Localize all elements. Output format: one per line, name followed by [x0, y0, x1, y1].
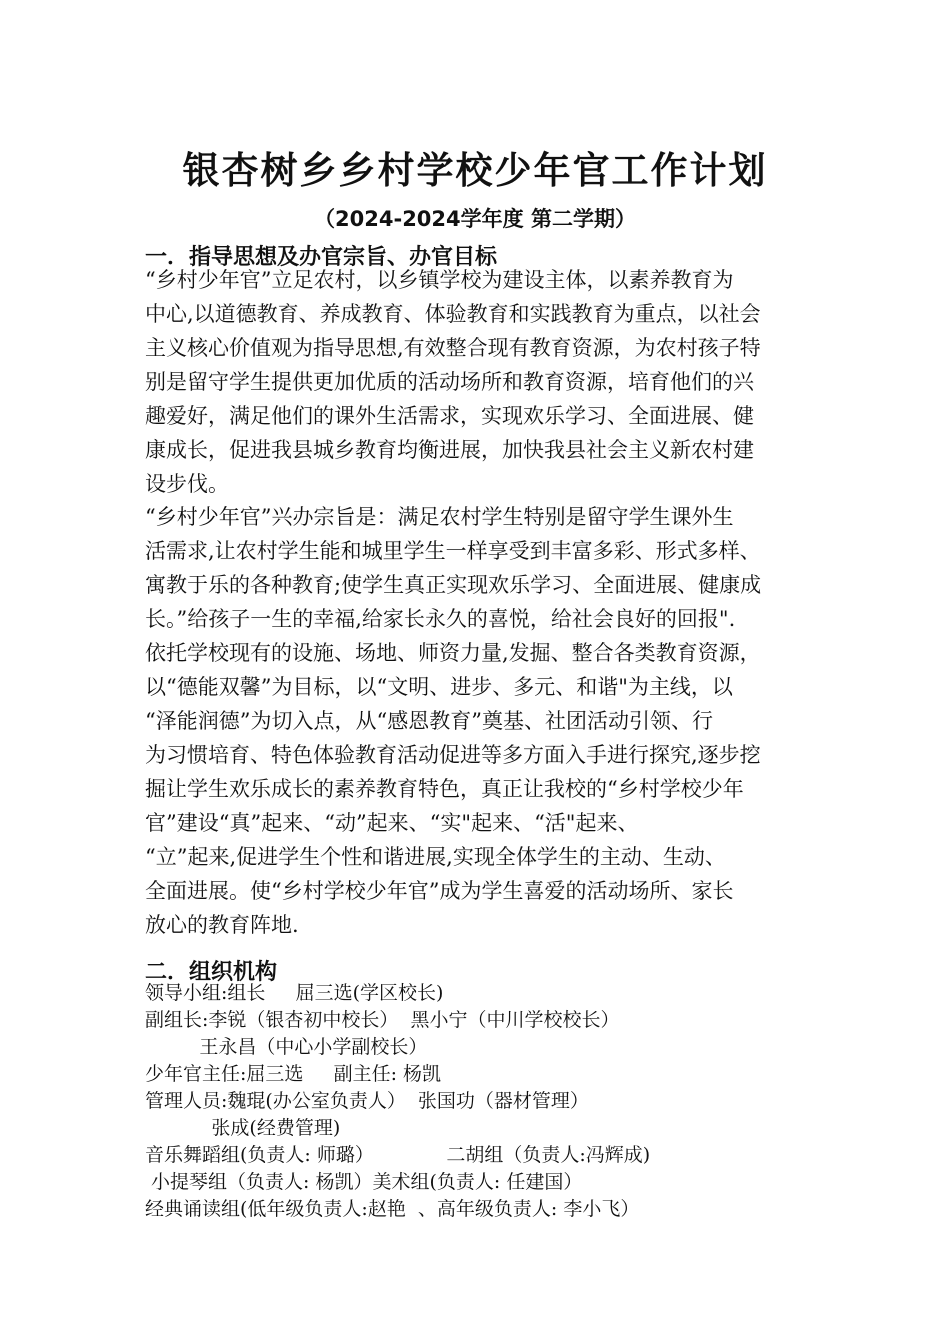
section1-paragraph-1	[145, 263, 810, 501]
text-line: 寓教于乐的各种教育;使学生真正实现欢乐学习、全面进展、健康成	[145, 573, 762, 597]
text-line: 全面进展。使“乡村学校少年官”成为学生喜爱的活动场所、家长	[145, 879, 734, 903]
org-line: 领导小组:组长 屈三选(学区校长)	[145, 982, 444, 1004]
text-line: 趣爱好，满足他们的课外生活需求，实现欢乐学习、全面进展、健	[145, 404, 754, 428]
text-line: 主义核心价值观为指导思想,有效整合现有教育资源，为农村孩子特	[145, 336, 761, 360]
text-line: 掘让学生欢乐成长的素养教育特色，真正让我校的“乡村学校少年	[145, 777, 744, 801]
org-line: 音乐舞蹈组(负责人: 师璐） 二胡组（负责人:冯辉成)	[145, 1144, 651, 1166]
org-line: 张成(经费管理)	[145, 1117, 341, 1139]
page-title: 银杏树乡乡村学校少年官工作计划	[182, 149, 768, 192]
text-line: 康成长，促进我县城乡教育均衡进展，加快我县社会主义新农村建	[145, 438, 754, 462]
text-line: 为习惯培育、特色体验教育活动促进等多方面入手进行探究,逐步挖	[145, 743, 761, 767]
text-line: 以“德能双馨”为目标，以“文明、进步、多元、和谐"为主线，以	[145, 675, 733, 699]
org-line: 王永昌（中心小学副校长）	[145, 1036, 428, 1058]
text-line: 放心的教育阵地.	[145, 913, 299, 937]
text-line: 依托学校现有的设施、场地、师资力量,发掘、整合各类教育资源，	[145, 641, 761, 665]
text-line: “乡村少年官”兴办宗旨是：满足农村学生特别是留守学生课外生	[145, 505, 734, 529]
organization-list	[145, 980, 650, 1223]
org-line: 经典诵读组(低年级负责人:赵艳 、高年级负责人: 李小飞）	[145, 1198, 640, 1220]
text-line: “立”起来,促进学生个性和谐进展,实现全体学生的主动、生动、	[145, 845, 726, 869]
text-line: “乡村少年官”立足农村，以乡镇学校为建设主体，以素养教育为	[145, 268, 734, 292]
org-line: 小提琴组（负责人: 杨凯）美术组(负责人: 任建国）	[145, 1171, 583, 1193]
page-subtitle: （2024-2024学年度 第二学期）	[314, 207, 636, 231]
section2-heading: 二．组织机构	[145, 960, 278, 985]
text-line: 官”建设“真”起来、“动”起来、“实"起来、“活"起来、	[145, 811, 639, 835]
section1-paragraph-2	[145, 500, 810, 942]
text-line: 中心,以道德教育、养成教育、体验教育和实践教育为重点，以社会	[145, 302, 761, 326]
text-line: 别是留守学生提供更加优质的活动场所和教育资源，培育他们的兴	[145, 370, 754, 394]
section1-heading: 一．指导思想及办官宗旨、办官目标	[145, 245, 498, 270]
org-line: 管理人员:魏琨(办公室负责人） 张国功（器材管理）	[145, 1090, 589, 1112]
text-line: 设步伐。	[145, 472, 229, 496]
text-line: 活需求,让农村学生能和城里学生一样享受到丰富多彩、形式多样、	[145, 539, 761, 563]
text-line: 长。”给孩子一生的幸福,给家长永久的喜悦，给社会良好的回报".	[145, 607, 736, 631]
org-line: 少年官主任:屈三选 副主任: 杨凯	[145, 1063, 442, 1085]
text-line: “泽能润德”为切入点，从“感恩教育”奠基、社团活动引领、行	[145, 709, 713, 733]
org-line: 副组长:李锐（银杏初中校长） 黑小宁（中川学校校长）	[145, 1009, 620, 1031]
